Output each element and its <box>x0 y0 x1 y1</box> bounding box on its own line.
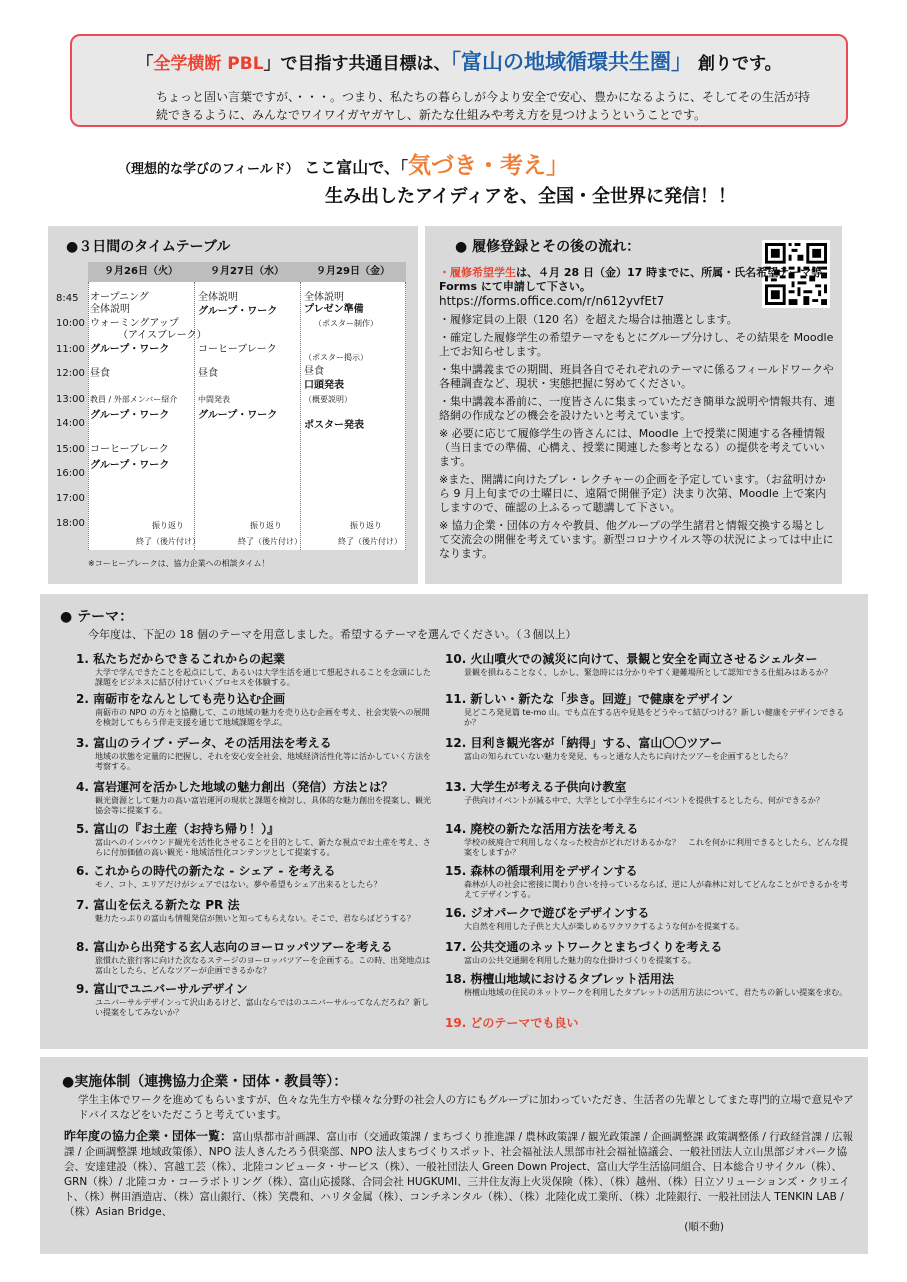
d1-intro: 教員 / 外部メンバー紹介 <box>90 395 178 404</box>
d2-overview: 全体説明 <box>198 292 238 303</box>
forms-link[interactable]: https://forms.office.com/r/n612yvfEt7 <box>439 294 665 308</box>
timetable-panel <box>48 226 418 584</box>
themes-intro: 今年度は、下記の 18 個のテーマを用意しました。希望するテーマを選んでください。（３個以上） <box>88 628 577 641</box>
reg-step-limit: ・履修定員の上限（120 名）を超えた場合は抽選とします。 <box>439 313 738 326</box>
d3-oral: 口頭発表 <box>304 380 344 391</box>
theme-item: 8. 富山から出発する玄人志向のヨーロッパツアーを考える 旅慣れた旅行客に向けた次なるステージのヨーロッパツアーを企画する。この時、出発地点は富山としたら、どんなツアーが企画できるかな？ <box>76 940 431 975</box>
organization-text <box>64 1093 854 1235</box>
time-1000: 10:00 <box>56 318 85 329</box>
d2-midterm: 中間発表 <box>198 395 230 404</box>
time-0845: 8:45 <box>56 293 79 304</box>
theme-item: 14. 廃校の新たな活用方法を考える 学校の統廃合で利用しなくなった校舎がどれだけあるかな？ これを何かに利用できるとしたら、どんな提案をしますか？ <box>445 822 848 857</box>
banner-title: 「全学横断 PBL」で目指す共通目標は、「富山の地域循環共生圏」 創りです。 <box>136 50 782 74</box>
d1-end: 終了（後片付け） <box>136 537 200 546</box>
d1-groupwork-1: グループ・ワーク <box>90 344 170 355</box>
d1-opening: オープニング <box>90 292 149 303</box>
organization-lead: 学生主体でワークを進めてもらいますが、色々な先生方や様々な分野の社会人の方にもグループに加わっていただき、生活者の先輩としてまた専門的立場で意見やアドバイスなどをいただこうと考えています。 <box>78 1094 854 1121</box>
reg-note-exchange: ※ 協力企業・団体の方々や教員、他グループの学生諸君と情報交換する場として交流会の開催を考えています。新型コロナウイルス等の状況によっては中止になります。 <box>439 519 834 560</box>
day-header-1: ９月26日（火） <box>88 262 194 282</box>
organization-title: ●実施体制（連携協力企業・団体・教員等）： <box>62 1074 348 1090</box>
d3-summary: （概要説明） <box>304 395 352 404</box>
goal-banner <box>70 34 848 127</box>
theme-item: 18. 栴檀山地域におけるタブレット活用法 栴檀山地域の住民のネットワークを利用したタブレットの活用方法について、君たちの新しい提案を求む。 <box>445 972 848 997</box>
d1-lunch: 昼食 <box>90 368 110 379</box>
theme-item: 6. これからの時代の新たな - シェア - を考える モノ、コト、エリアだけがシェアではない。夢や希望もシェア出来るとしたら？ <box>76 864 382 889</box>
order-note: (順不動) <box>684 1221 724 1233</box>
time-1200: 12:00 <box>56 368 85 379</box>
time-1400: 14:00 <box>56 418 85 429</box>
d1-groupwork-3: グループ・ワーク <box>90 460 170 471</box>
d1-review: 振り返り <box>152 521 184 530</box>
theme-item: 7. 富山を伝える新たな PR 法 魅力たっぷりの富山も情報発信が無いと知ってもらえない。そこで、君ならばどうする？ <box>76 898 415 923</box>
goal-name: 富山の地域循環共生圏 <box>461 50 672 74</box>
theme-item: 5. 富山の『お土産（お持ち帰り！）』 富山へのインバウンド観光を活性化させることを目的として、新たな視点でお土産を考え、さらに付加価値の高い観光・地域活性化コンテンツとして提案する。 <box>76 822 431 857</box>
pbl-name: 全学横断 PBL <box>153 54 264 74</box>
time-1100: 11:00 <box>56 344 85 355</box>
theme-item: 16. ジオパークで遊びをデザインする 大自然を利用した子供と大人が楽しめるワクワクするような何かを提案する。 <box>445 906 744 931</box>
d2-lunch: 昼食 <box>198 368 218 379</box>
d2-groupwork-2: グループ・ワーク <box>198 410 278 421</box>
themes-title: ● テーマ： <box>60 609 134 625</box>
theme-item: 13. 大学生が考える子供向け教室 子供向けイベントが減る中で、大学として小学生らにイベントを提供するとしたら、何ができるか？ <box>445 780 824 805</box>
d1-icebreak: （アイスブレーク） <box>118 330 207 341</box>
banner-description: ちょっと固い言葉ですが、・・・。つまり、私たちの暮らしが今より安全で安心、豊かになるように、そしてその生活が持続できるように、みんなでワイワイガヤガヤし、新たな仕組みや考え方を見つけようということです。 <box>156 90 811 122</box>
d1-warmup: ウォーミングアップ <box>90 318 179 329</box>
organization-panel <box>40 1057 868 1254</box>
registration-text <box>439 266 835 565</box>
d3-poster-make: （ポスター制作） <box>314 319 378 328</box>
theme-item: 15. 森林の循環利用をデザインする 森林が人の社会に密接に関わり合いを持っているならば、逆に人が森林に対してどんなことができるかを考えてデザインする。 <box>445 864 848 899</box>
day-header-2: ９月27日（水） <box>194 262 300 282</box>
reg-step-group: ・確定した履修学生の希望テーマをもとにグループ分けし、その結果を Moodle 上でお知らせします。 <box>439 331 834 358</box>
partner-list: 昨年度の協力企業・団体一覧：富山県都市計画課、富山市（交通政策課 / まちづくり推進課 / 農林政策課 / 観光政策課 / 企画調整課 政策調整係 / 行政経営課 / 広報課 / 企画調整課 地域政策係）、NPO 法人きんたろう倶楽部、NPO 法人まちづくりスポット、社会福祉法人黒部市社会福祉協議会、一般社団法人立山黒部ジオパーク協会、安達建設（株）、宮越工芸（株）、北陸コンピュータ・サービス（株）、一般社団法人 Green Down Project、富山大学生活協同組合、日本総合リサイクル（株）、GRN（株）/ 北陸コカ・コーラボトリング（株）、富山応援隊、合同会社 HUGKUMI、三井住友海上火災保険（株）、（株）越州、（株）日立ソリューションズ・クリエイト、（株）桝田酒造店、（株）富山銀行、（株）笑農和、ハリタ金属（株）、コンチネンタル（株）、（株）北陸化成工業所、（株）北陸銀行、一般社団法人 TENKIN LAB /（株）Asian Bridge、 <box>64 1129 854 1218</box>
theme-item-any: 19. どのテーマでも良い <box>445 1016 579 1030</box>
timetable-title: ●３日間のタイムテーブル <box>66 239 231 255</box>
time-1800: 18:00 <box>56 518 85 529</box>
time-1300: 13:00 <box>56 394 85 405</box>
time-1600: 16:00 <box>56 468 85 479</box>
reg-step-apply: ・履修希望学生は、４月 28 日（金）17 時までに、所属・氏名希望テーマ等、Forms にて申請して下さい。 https://forms.office.com/r/n612yvfEt7 <box>439 266 834 308</box>
theme-item: 17. 公共交通のネットワークとまちづくりを考える 富山の公共交通網を利用した魅力的な仕掛けづくりを提案する。 <box>445 940 723 965</box>
d3-end: 終了（後片付け） <box>338 537 402 546</box>
theme-item: 11. 新しい・新たな「歩き。回遊」で健康をデザイン 見どころ発見篇 te-mo 山。でも点在する店や見処をどうやって結びつける？新しい健康をデザインできるか？ <box>445 692 845 727</box>
themes-panel <box>40 594 868 1049</box>
time-1500: 15:00 <box>56 444 85 455</box>
d1-groupwork-2: グループ・ワーク <box>90 410 170 421</box>
d3-poster: ポスター発表 <box>304 420 364 431</box>
day-header-3: ９月29日（金） <box>300 262 406 282</box>
theme-item: 3. 富山のライブ・データ、その活用法を考える 地域の状態を定量的に把握し、それを安心安全社会、地域経済活性化等に活かしていく方法を考察する。 <box>76 736 431 771</box>
d3-lunch: 昼食 <box>304 366 324 377</box>
d1-overview: 全体説明 <box>90 304 130 315</box>
theme-item: 2. 南砺市をなんとしても売り込む企画 南砺市の NPO の方々と協働して、この地域の魅力を売り込む企画を考え、社会実装への展開を検討してもらう伴走支援を通じて地域課題を学ぶ。 <box>76 692 430 727</box>
d3-prep: プレゼン準備 <box>304 304 364 315</box>
reg-note-moodle: ※ 必要に応じて履修学生の皆さんには、Moodle 上で授業に関連する各種情報（当日までの準備、心構え、授業に関連した参考となる）の提供を考えていいます。 <box>439 427 825 468</box>
theme-item: 4. 富岩運河を活かした地域の魅力創出（発信）方法とは？ 観光資源として魅力の高い富岩運河の現状と課題を検討し、具体的な魅力創出を提案し、観光協会等に提案する。 <box>76 780 431 815</box>
registration-panel <box>425 226 842 584</box>
d2-end: 終了（後片付け） <box>238 537 302 546</box>
d3-overview: 全体説明 <box>304 292 344 303</box>
d2-coffee: コーヒーブレーク <box>198 344 277 355</box>
d1-coffee: コーヒーブレーク <box>90 444 169 455</box>
theme-item: 9. 富山でユニバーサルデザイン ユニバーサルデザインって沢山あるけど、富山ならではのユニバーサルってなんだろね？新しい提案をしてみないか？ <box>76 982 430 1017</box>
d2-groupwork-1: グループ・ワーク <box>198 306 278 317</box>
d2-review: 振り返り <box>250 521 282 530</box>
d3-review: 振り返り <box>350 521 382 530</box>
reg-note-lecture: ※また、開講に向けたプレ・レクチャーの企画を予定しています。（お盆明けから 9 月上旬までの土曜日に、遠隔で開催予定）決まり次第、Moodle 上で案内しますので、確認の上ふるって聴講して下さい。 <box>439 473 827 514</box>
reg-step-field: ・集中講義までの期間、班員各自でそれぞれのテーマに係るフィールドワークや各種調査など、現状・実態把握に努めてください。 <box>439 363 834 390</box>
d3-poster-post: （ポスター掲示） <box>304 353 368 362</box>
theme-item: 12. 目利き観光客が「納得」する、富山〇〇ツアー 富山の知られていない魅力を発見、もっと通な人たちに向けたツアーを企画するとしたら？ <box>445 736 792 761</box>
theme-item: 1. 私たちだからできるこれからの起業 大学で学んできたことを起点にして、あるいは大学生活を通じて想起されることを念頭にした課題をビジネスに結び付けていくプロセスを体験する。 <box>76 652 431 687</box>
registration-title: ● 履修登録とその後の流れ： <box>455 239 641 255</box>
theme-item: 10. 火山噴火での減災に向けて、景観と安全を両立させるシェルター 景観を損ねることなく、しかし、緊急時には分かりやすく避難場所として認知できる仕組みはあるか？ <box>445 652 832 677</box>
headline-main: （理想的な学びのフィールド） ここ富山で、「気づき・考え」 <box>118 153 569 179</box>
time-1700: 17:00 <box>56 493 85 504</box>
timetable-note: ※コーヒーブレークは、協力企業への相談タイム！ <box>88 559 270 568</box>
headline-sub: 生み出したアイディアを、全国・全世界に発信！！ <box>325 186 736 207</box>
timetable-grid <box>88 262 406 550</box>
reg-step-meeting: ・集中講義本番前に、一度皆さんに集まっていただき簡単な説明や情報共有、連絡網の作成などの機会を設けたいと考えています。 <box>439 395 835 422</box>
